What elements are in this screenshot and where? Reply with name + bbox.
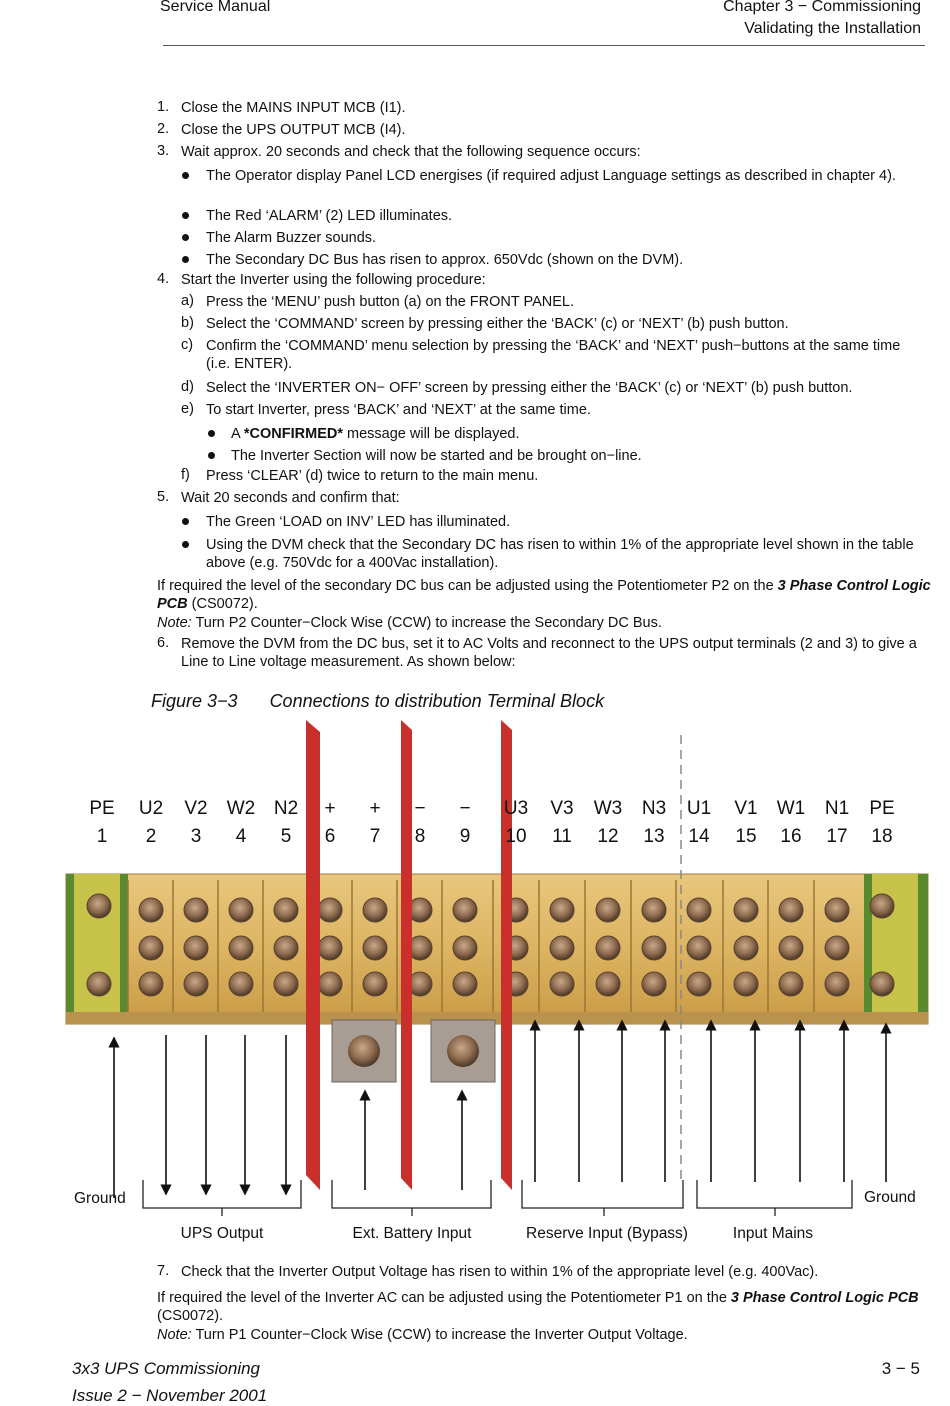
- ups-output-label: UPS Output: [180, 1225, 264, 1242]
- substep-e-text: To start Inverter, press ‘BACK’ and ‘NEXT’ at the same time.: [206, 402, 591, 418]
- step-3-text: Wait approx. 20 seconds and check that the following sequence occurs:: [181, 144, 641, 160]
- bullet-dot: [182, 518, 189, 525]
- terminal-number: 6: [324, 826, 336, 847]
- terminal-name: N1: [824, 798, 850, 819]
- screw: [453, 972, 477, 996]
- substep-e-bullet-1: A *CONFIRMED* message will be displayed.: [231, 426, 520, 442]
- screw: [550, 936, 574, 960]
- terminal-number: 10: [505, 826, 527, 847]
- substep-label: d): [181, 379, 194, 395]
- screw: [779, 972, 803, 996]
- substep-c-text: Confirm the ‘COMMAND’ menu selection by pressing the ‘BACK’ and ‘NEXT’ push−buttons at the same time (i.e. ENTER).: [206, 338, 901, 372]
- screw: [184, 898, 208, 922]
- note-1-paragraph: If required the level of the secondary DC bus can be adjusted using the Potentiometer P2 on the 3 Phase Control Logic PCB (CS0072).: [157, 578, 931, 612]
- terminal-number: 14: [688, 826, 710, 847]
- screw: [779, 936, 803, 960]
- figure-caption: Figure 3−3 Connections to distribution Terminal Block: [151, 691, 605, 711]
- terminal-name: N2: [273, 798, 299, 819]
- terminal-number: 16: [780, 826, 802, 847]
- terminal-number: 9: [459, 826, 471, 847]
- substep-b-text: Select the ‘COMMAND’ screen by pressing either the ‘BACK’ (c) or ‘NEXT’ (b) push button.: [206, 316, 789, 332]
- screw: [139, 972, 163, 996]
- bullet-dot: [182, 541, 189, 548]
- screw: [318, 936, 342, 960]
- screw: [229, 936, 253, 960]
- screw: [687, 898, 711, 922]
- terminal-name: −: [414, 798, 426, 819]
- terminal-name: W3: [593, 798, 623, 819]
- screw: [229, 898, 253, 922]
- substep-label: c): [181, 337, 194, 353]
- screw: [779, 898, 803, 922]
- terminal-number: 15: [735, 826, 757, 847]
- screw: [596, 898, 620, 922]
- terminal-name: W1: [776, 798, 806, 819]
- terminal-name: N3: [641, 798, 667, 819]
- step-5-bullet-2: Using the DVM check that the Secondary DC has risen to within 1% of the appropriate level shown in the table above (e.g. 750Vdc for a 400Vac installation).: [206, 537, 914, 571]
- battery-input-label: Ext. Battery Input: [352, 1225, 472, 1242]
- reserve-input-label: Reserve Input (Bypass): [526, 1225, 688, 1242]
- ground-left-label: Ground: [74, 1190, 126, 1207]
- screw: [596, 972, 620, 996]
- step-2-text: Close the UPS OUTPUT MCB (I4).: [181, 122, 406, 138]
- terminal-name: +: [324, 798, 336, 819]
- note-1: Note: Turn P2 Counter−Clock Wise (CCW) to increase the Secondary DC Bus.: [157, 615, 662, 631]
- bullet-dot: [182, 234, 189, 241]
- screw: [734, 898, 758, 922]
- ground-right-label: Ground: [864, 1189, 916, 1206]
- step-5-number: 5.: [157, 489, 170, 505]
- terminal-number: 11: [552, 826, 572, 847]
- step-6-number: 6.: [157, 635, 170, 651]
- step-3-bullet-3: The Alarm Buzzer sounds.: [206, 230, 377, 246]
- screw: [184, 972, 208, 996]
- screw: [642, 936, 666, 960]
- terminal-number: 8: [414, 826, 426, 847]
- step-4-number: 4.: [157, 271, 170, 287]
- terminal-number: 13: [643, 826, 665, 847]
- substep-label: f): [181, 467, 190, 483]
- screw: [139, 898, 163, 922]
- terminal-name: V1: [734, 798, 758, 819]
- footer-title: 3x3 UPS Commissioning: [72, 1359, 261, 1378]
- step-1-text: Close the MAINS INPUT MCB (I1).: [181, 100, 406, 116]
- terminal-name: U3: [503, 798, 529, 819]
- screw: [453, 936, 477, 960]
- screw: [274, 936, 298, 960]
- substep-d-text: Select the ‘INVERTER ON− OFF’ screen by pressing either the ‘BACK’ (c) or ‘NEXT’ (b) push button.: [206, 380, 853, 396]
- terminal-name: V3: [550, 798, 574, 819]
- bullet-dot: [208, 452, 215, 459]
- step-6-text: Remove the DVM from the DC bus, set it to AC Volts and reconnect to the UPS output terminals (2 and 3) to give a Line to Line voltage measurement. As shown below:: [181, 636, 917, 670]
- screw: [825, 936, 849, 960]
- screw: [363, 936, 387, 960]
- substep-a-text: Press the ‘MENU’ push button (a) on the FRONT PANEL.: [206, 294, 575, 310]
- screw: [318, 898, 342, 922]
- terminal-number: 4: [235, 826, 247, 847]
- step-3-bullet-2: The Red ‘ALARM’ (2) LED illuminates.: [206, 208, 453, 224]
- terminal-number: 17: [826, 826, 848, 847]
- step-7-text: Check that the Inverter Output Voltage has risen to within 1% of the appropriate level (e.g. 400Vac).: [181, 1264, 819, 1280]
- header-chapter: Chapter 3 − Commissioning: [723, 0, 921, 15]
- footer-issue: Issue 2 − November 2001: [72, 1386, 268, 1405]
- screw: [642, 972, 666, 996]
- screw: [734, 936, 758, 960]
- screw: [363, 898, 387, 922]
- step-5-text: Wait 20 seconds and confirm that:: [181, 490, 400, 506]
- substep-label: b): [181, 315, 194, 331]
- group-brackets: [143, 1180, 852, 1216]
- step-3-number: 3.: [157, 143, 170, 159]
- battery-lugs: [332, 1020, 495, 1082]
- header-rule: [163, 45, 925, 46]
- terminal-name: V2: [184, 798, 208, 819]
- screw: [550, 898, 574, 922]
- terminal-number: 3: [190, 826, 202, 847]
- terminal-number: 18: [871, 826, 893, 847]
- step-1-number: 1.: [157, 99, 170, 115]
- terminal-number: 12: [597, 826, 619, 847]
- note-2: Note: Turn P1 Counter−Clock Wise (CCW) to increase the Inverter Output Voltage.: [157, 1327, 688, 1343]
- screw: [184, 936, 208, 960]
- screw: [596, 936, 620, 960]
- step-3-bullet-1: The Operator display Panel LCD energises (if required adjust Language settings as described in chapter 4).: [206, 168, 896, 184]
- header-section: Validating the Installation: [744, 20, 921, 37]
- screw: [642, 898, 666, 922]
- terminal-name: U1: [686, 798, 712, 819]
- terminal-number: 1: [96, 826, 108, 847]
- terminal-block-figure: [64, 720, 930, 1250]
- step-7-number: 7.: [157, 1263, 170, 1279]
- screw: [274, 972, 298, 996]
- substep-label: e): [181, 401, 194, 417]
- bullet-dot: [182, 256, 189, 263]
- input-mains-label: Input Mains: [732, 1225, 814, 1242]
- bullet-dot: [182, 172, 189, 179]
- terminal-name: PE: [869, 798, 895, 819]
- terminal-number: 2: [145, 826, 157, 847]
- screw: [139, 936, 163, 960]
- step-3-bullet-4: The Secondary DC Bus has risen to approx. 650Vdc (shown on the DVM).: [206, 252, 684, 268]
- screw: [363, 972, 387, 996]
- step-4-text: Start the Inverter using the following procedure:: [181, 272, 486, 288]
- bullet-dot: [182, 212, 189, 219]
- terminal-name: −: [459, 798, 471, 819]
- terminal-name: U2: [138, 798, 164, 819]
- connection-arrows: [114, 1025, 886, 1198]
- screw: [550, 972, 574, 996]
- footer-page-number: 3 − 5: [881, 1359, 920, 1378]
- screw: [229, 972, 253, 996]
- terminal-name: PE: [89, 798, 115, 819]
- screw: [825, 898, 849, 922]
- screw: [687, 936, 711, 960]
- screw: [687, 972, 711, 996]
- screw: [825, 972, 849, 996]
- step-5-bullet-1: The Green ‘LOAD on INV’ LED has illuminated.: [206, 514, 511, 530]
- terminal-number: 7: [369, 826, 381, 847]
- screw: [274, 898, 298, 922]
- step-2-number: 2.: [157, 121, 170, 137]
- screw: [734, 972, 758, 996]
- terminal-name: +: [369, 798, 381, 819]
- bullet-dot: [208, 430, 215, 437]
- substep-e-bullet-2: The Inverter Section will now be started and be brought on−line.: [231, 448, 642, 464]
- terminal-number: 5: [280, 826, 292, 847]
- screw: [318, 972, 342, 996]
- substep-label: a): [181, 293, 194, 309]
- header-right: [723, 0, 921, 40]
- header-left: Service Manual: [160, 0, 271, 15]
- terminal-name: W2: [226, 798, 256, 819]
- substep-f-text: Press ‘CLEAR’ (d) twice to return to the main menu.: [206, 468, 539, 484]
- screw: [453, 898, 477, 922]
- note-2-paragraph: If required the level of the Inverter AC can be adjusted using the Potentiometer P1 on the 3 Phase Control Logic PCB (CS0072).: [157, 1290, 919, 1324]
